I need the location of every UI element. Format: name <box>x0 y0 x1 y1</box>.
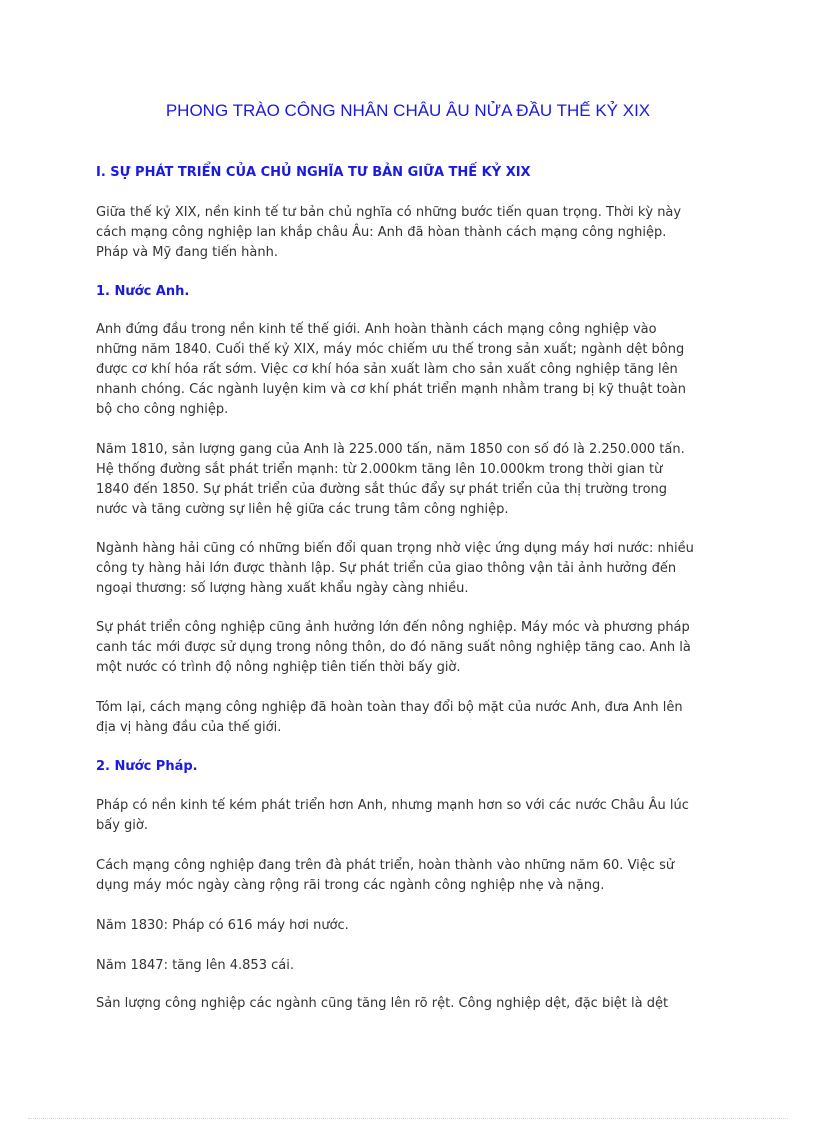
anh-paragraph-1 <box>96 320 726 420</box>
document-title: PHONG TRÀO CÔNG NHÂN CHÂU ÂU NỬA ĐẦU THẾ KỶ XIX <box>165 101 651 120</box>
paragraph-line: canh tác mới được sử dụng trong nông thôn, do đó năng suất nông nghiệp tăng cao. Anh là <box>96 640 691 655</box>
paragraph-line: 1840 đến 1850. Sự phát triển của đường sắt thúc đẩy sự phát triển của thị trường trong <box>96 482 668 497</box>
paragraph-line: ngoại thương: số lượng hàng xuất khẩu ngày càng nhiều. <box>96 581 469 596</box>
paragraph-line: một nước có trình độ nông nghiệp tiên tiến thời bấy giờ. <box>96 660 461 675</box>
paragraph-line: nước và tăng cường sự liên hệ giữa các trung tâm công nghiệp. <box>96 502 509 517</box>
anh-paragraph-4 <box>96 618 726 678</box>
phap-paragraph-4 <box>96 956 726 976</box>
phap-paragraph-5 <box>96 994 726 1014</box>
paragraph-line: Pháp và Mỹ đang tiến hành. <box>96 245 278 260</box>
paragraph-line: cách mạng công nghiệp lan khắp châu Âu: Anh đã hòan thành cách mạng công nghiệp. <box>96 225 667 240</box>
paragraph-line: Giữa thế kỷ XIX, nền kinh tế tư bản chủ nghĩa có những bước tiến quan trọng. Thời kỳ này <box>96 205 682 220</box>
paragraph-line: Hệ thống đường sắt phát triển mạnh: từ 2.000km tăng lên 10.000km trong thời gian từ <box>96 462 663 477</box>
paragraph-line: công ty hàng hải lớn được thành lập. Sự phát triển của giao thông vận tải ảnh hưởng đến <box>96 561 677 576</box>
paragraph-line: những năm 1840. Cuối thế kỷ XIX, máy móc chiếm ưu thế trong sản xuất; ngành dệt bông <box>96 342 685 357</box>
subsection-2-heading: 2. Nước Pháp. <box>96 759 198 774</box>
paragraph-line: nhanh chóng. Các ngành luyện kim và cơ khí phát triển mạnh nhằm trang bị kỹ thuật toàn <box>96 382 686 397</box>
paragraph-line: Pháp có nền kinh tế kém phát triển hơn Anh, nhưng mạnh hơn so với các nước Châu Âu lúc <box>96 798 689 813</box>
anh-paragraph-3 <box>96 539 726 599</box>
subsection-1-heading: 1. Nước Anh. <box>96 284 190 299</box>
paragraph-line: Năm 1810, sản lượng gang của Anh là 225.000 tấn, năm 1850 con số đó là 2.250.000 tấn. <box>96 442 685 457</box>
paragraph-line: Sản lượng công nghiệp các ngành cũng tăng lên rõ rệt. Công nghiệp dệt, đặc biệt là dệt <box>96 996 669 1011</box>
anh-paragraph-5 <box>96 698 726 738</box>
paragraph-line: Cách mạng công nghiệp đang trên đà phát triển, hoàn thành vào những năm 60. Việc sử <box>96 858 675 873</box>
paragraph-line: Năm 1847: tăng lên 4.853 cái. <box>96 958 294 973</box>
intro-paragraph <box>96 203 726 263</box>
paragraph-line: Anh đứng đầu trong nền kinh tế thế giới. Anh hoàn thành cách mạng công nghiệp vào <box>96 322 657 337</box>
paragraph-line: bộ cho công nghiệp. <box>96 402 229 417</box>
paragraph-line: bấy giờ. <box>96 818 148 833</box>
section-1-heading: I. SỰ PHÁT TRIỂN CỦA CHỦ NGHĨA TƯ BẢN GIỮA THẾ KỶ XIX <box>96 165 531 180</box>
paragraph-line: dụng máy móc ngày càng rộng rãi trong các ngành công nghiệp nhẹ và nặng. <box>96 878 605 893</box>
paragraph-line: địa vị hàng đầu của thế giới. <box>96 720 282 735</box>
phap-paragraph-3 <box>96 916 726 936</box>
paragraph-line: Ngành hàng hải cũng có những biến đổi quan trọng nhờ việc ứng dụng máy hơi nước: nhiều <box>96 541 694 556</box>
paragraph-line: Sự phát triển công nghiệp cũng ảnh hưởng lớn đến nông nghiệp. Máy móc và phương pháp <box>96 620 690 635</box>
phap-paragraph-2 <box>96 856 726 896</box>
phap-paragraph-1 <box>96 796 726 836</box>
paragraph-line: Tóm lại, cách mạng công nghiệp đã hoàn toàn thay đổi bộ mặt của nước Anh, đưa Anh lên <box>96 700 683 715</box>
page-bottom-divider <box>28 1118 788 1119</box>
paragraph-line: Năm 1830: Pháp có 616 máy hơi nước. <box>96 918 349 933</box>
paragraph-line: được cơ khí hóa rất sớm. Việc cơ khí hóa sản xuất làm cho sản xuất công nghiệp tăng lên <box>96 362 678 377</box>
anh-paragraph-2 <box>96 440 726 520</box>
